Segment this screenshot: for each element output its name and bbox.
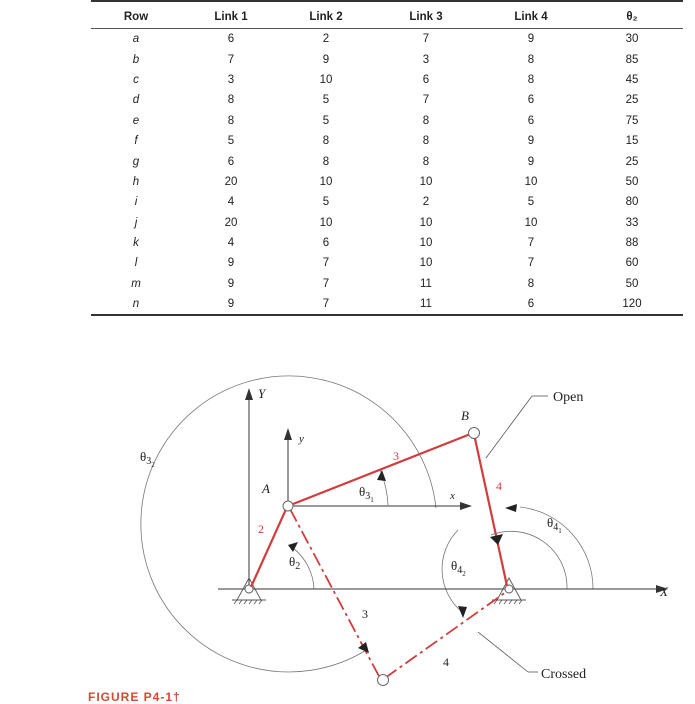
joint-a [283, 501, 293, 511]
value-cell: 8 [422, 114, 430, 127]
value-cell: 120 [581, 294, 683, 315]
link-4-open [474, 434, 507, 586]
value-cell: 8 [527, 53, 535, 66]
row-label-cell: d [132, 94, 140, 107]
value-cell: 2 [422, 196, 430, 209]
value-cell: 60 [625, 257, 639, 270]
row-label-cell: g [132, 155, 140, 168]
value-cell: 8 [227, 94, 235, 107]
value-cell: 4 [227, 237, 235, 250]
label-theta41: $\theta_{41}$ [547, 515, 562, 535]
value-cell: 3 [422, 53, 430, 66]
value-cell: 10 [524, 216, 538, 229]
value-cell: 20 [224, 216, 238, 229]
value-cell: 25 [625, 94, 639, 107]
local-x-axis-arrow [460, 502, 472, 510]
row-label-cell: k [133, 237, 139, 250]
link-3-open [288, 433, 473, 506]
value-cell: 8 [322, 135, 330, 148]
label-crossed: Crossed [541, 667, 587, 682]
value-cell: 20 [224, 175, 238, 188]
value-cell: 8 [322, 155, 330, 168]
value-cell: 10 [419, 216, 433, 229]
value-cell: 10 [419, 257, 433, 270]
row-label-cell: f [134, 135, 138, 148]
value-cell: 10 [319, 216, 333, 229]
value-cell: 10 [419, 175, 433, 188]
value-cell: 6 [322, 237, 330, 250]
header-link2: Link 2 [281, 1, 371, 29]
value-cell: 50 [625, 175, 639, 188]
value-cell: 6 [422, 73, 430, 86]
value-cell: 7 [422, 94, 430, 107]
label-local-y: y [299, 433, 304, 445]
row-label-cell: n [91, 294, 181, 315]
row-label-cell: h [132, 175, 140, 188]
value-cell: 3 [227, 73, 235, 86]
value-cell: 4 [227, 196, 235, 209]
value-cell: 5 [227, 135, 235, 148]
row-label-cell: b [132, 53, 140, 66]
theta41-inner-arrowhead [490, 534, 503, 545]
joint-b-crossed [378, 675, 389, 686]
label-point-a: A [262, 481, 270, 496]
value-cell: 2 [322, 33, 330, 46]
value-cell: 5 [322, 114, 330, 127]
label-theta42: $\theta_{42}$ [451, 558, 466, 578]
link-2 [251, 507, 287, 587]
value-cell: 15 [625, 135, 639, 148]
value-cell: 8 [527, 277, 535, 290]
value-cell: 8 [422, 135, 430, 148]
crossed-callout-line [478, 632, 528, 672]
ground-pivot-o4 [492, 578, 526, 604]
value-cell: 45 [625, 73, 639, 86]
header-link3: Link 3 [371, 1, 481, 29]
value-cell: 9 [227, 277, 235, 290]
joint-b-open [469, 428, 480, 439]
row-label-cell: l [134, 257, 138, 270]
theta42-arrowhead [458, 606, 467, 618]
value-cell: 11 [420, 277, 432, 290]
header-link1: Link 1 [181, 1, 281, 29]
value-cell: 8 [422, 155, 430, 168]
value-cell: 8 [527, 73, 535, 86]
value-cell: 10 [524, 175, 538, 188]
value-cell: 7 [281, 294, 371, 315]
value-cell: 11 [371, 294, 481, 315]
value-cell: 50 [625, 277, 639, 290]
value-cell: 10 [319, 175, 333, 188]
local-y-axis-arrow [284, 428, 292, 440]
value-cell: 85 [625, 53, 639, 66]
header-link4: Link 4 [481, 1, 581, 29]
label-X: X [660, 584, 668, 599]
value-cell: 33 [625, 216, 639, 229]
value-cell: 8 [227, 114, 235, 127]
value-cell: 30 [625, 33, 639, 46]
row-label-cell: e [132, 114, 140, 127]
label-theta31: $\theta_{31}$ [359, 484, 374, 504]
row-label-cell: c [133, 73, 139, 86]
value-cell: 6 [227, 33, 235, 46]
label-link3-crossed: 3 [362, 607, 368, 621]
value-cell: 7 [322, 277, 330, 290]
value-cell: 7 [527, 257, 535, 270]
row-label-cell: m [131, 277, 141, 290]
value-cell: 6 [527, 114, 535, 127]
value-cell: 6 [227, 155, 235, 168]
value-cell: 9 [181, 294, 281, 315]
label-link4-crossed: 4 [443, 655, 449, 669]
value-cell: 75 [625, 114, 639, 127]
value-cell: 9 [322, 53, 330, 66]
row-label-cell: i [134, 196, 138, 209]
theta31-arrowhead [377, 470, 386, 481]
value-cell: 5 [527, 196, 535, 209]
value-cell: 9 [227, 257, 235, 270]
value-cell: 10 [319, 73, 333, 86]
label-open: Open [553, 390, 584, 405]
open-callout-line [486, 396, 532, 458]
label-theta2: $\theta_2$ [289, 554, 301, 572]
value-cell: 9 [527, 135, 535, 148]
value-cell: 7 [322, 257, 330, 270]
value-cell: 6 [481, 294, 581, 315]
value-cell: 80 [625, 196, 639, 209]
value-cell: 7 [227, 53, 235, 66]
value-cell: 5 [322, 196, 330, 209]
label-local-x: x [450, 490, 455, 502]
value-cell: 10 [419, 237, 433, 250]
header-theta2: θ₂ [581, 1, 683, 29]
value-cell: 88 [625, 237, 639, 250]
label-point-b: B [461, 408, 469, 423]
label-link3-open: 3 [393, 449, 399, 463]
label-link4-open: 4 [496, 479, 502, 493]
value-cell: 5 [322, 94, 330, 107]
link-3-crossed [290, 509, 381, 680]
row-label-cell: a [132, 33, 140, 46]
theta41-arc [520, 507, 593, 589]
value-cell: 9 [527, 155, 535, 168]
row-label-cell: j [134, 216, 138, 229]
header-row: Row [91, 1, 181, 29]
value-cell: 25 [625, 155, 639, 168]
value-cell: 6 [527, 94, 535, 107]
figure-caption: FIGURE P4-1† [88, 690, 181, 704]
theta41-arrowhead [505, 504, 517, 512]
value-cell: 9 [527, 33, 535, 46]
value-cell: 7 [422, 33, 430, 46]
theta32-arc [141, 376, 436, 672]
value-cell: 7 [527, 237, 535, 250]
y-axis-arrow [245, 388, 253, 400]
label-link2: 2 [258, 522, 264, 536]
label-Y: Y [258, 386, 266, 401]
label-theta32: $\theta_{32}$ [140, 449, 155, 469]
